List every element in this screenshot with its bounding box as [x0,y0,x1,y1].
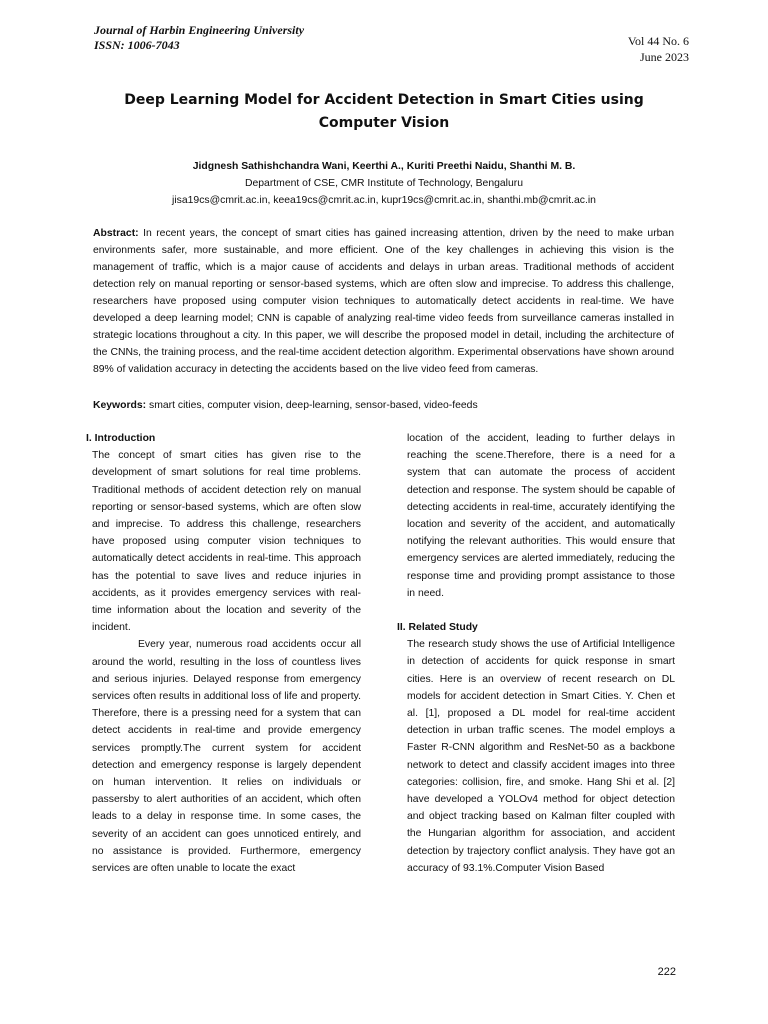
keywords-text: smart cities, computer vision, deep-learning, sensor-based, video-feeds [149,400,478,411]
abstract-label: Abstract: [93,228,139,239]
journal-name: Journal of Harbin Engineering University [94,23,305,37]
volume-number: Vol 44 No. 6 [627,34,689,48]
introduction-heading: I. Introduction [86,433,156,444]
paper-title: Deep Learning Model for Accident Detection in Smart Cities using Computer Vision [124,92,644,131]
introduction-paragraph-1: The concept of smart cities has given rise to the development of smart solutions for real time problems. Traditional methods of accident detection rely on manual reporting or sensor-based systems, which are often slow and imprecise. To address this challenge, researchers have proposed using computer vision techniques to automatically detect accidents in real-time. This approach has the potential to save lives and reduce injuries in accidents, as it provides emergency services with real-time information about the location and severity of the incident. [92,450,361,634]
abstract-text: In recent years, the concept of smart cities has gained increasing attention, driven by the need to make urban environments safer, more sustainable, and more efficient. One of the key challenges in achieving this vision is the management of traffic, which is a major cause of accidents and delays in urban areas. Traditional methods of accident detection rely on manual reporting or sensor-based systems, which are often slow and imprecise. To address this challenge, researchers have proposed using computer vision techniques to automatically detect accidents in real-time. We have developed a deep learning model; CNN is capable of analyzing real-time video feeds from surveillance cameras installed in strategic locations throughout a city. In this paper, we will describe the proposed model in detail, including the architecture of the CNNs, the training process, and the real-time accident detection algorithm. Experimental observations have shown around 89% of validation accuracy in detecting the accidents based on the live video feed from cameras. [93,228,674,375]
right-column [397,430,675,877]
author-names: Jidgnesh Sathishchandra Wani, Keerthi A., Kuriti Preethi Naidu, Shanthi M. B. [192,161,576,172]
issue-date: June 2023 [640,50,689,64]
volume-info [628,33,689,65]
journal-issn: ISSN: 1006-7043 [94,38,180,52]
introduction-paragraph-3: location of the accident, leading to further delays in reaching the scene.Therefore, there is a need for a system that can automate the process of accident detection and response. The system should be capable of detecting accidents in real-time, accurately identifying the location and severity of the accident, and automatically notifying the relevant authorities. This would ensure that emergency services are alerted immediately, reducing the response time and providing prompt assistance to those in need. [407,433,675,599]
related-study-heading: II. Related Study [397,622,478,634]
page-number: 222 [657,966,676,978]
introduction-paragraph-2: Every year, numerous road accidents occur all around the world, resulting in the loss of countless lives and serious injuries. Delayed response from emergency services often results in additional loss of life and property. Therefore, there is a pressing need for a system that can detect accidents in real-time and provide emergency services promptly.The current system for accident detection and emergency response is largely dependent on human intervention. It relies on individuals or passersby to alert authorities of an accident, which often leads to a delay in response time. In some cases, the severity of an accident can goes unnoticed entirely, and no assistance is provided. Furthermore, emergency services are often unable to locate the exact [92,639,361,875]
keywords [93,397,674,414]
author-emails: jisa19cs@cmrit.ac.in, keea19cs@cmrit.ac.in, kupr19cs@cmrit.ac.in, shanthi.mb@cmrit.ac.in [172,195,596,206]
related-study-paragraph-1: The research study shows the use of Artificial Intelligence in detection of accidents for quick response in smart cities. Here is an overview of recent research on DL models for accident detection in Smart Cities. Y. Chen et al. [1], proposed a DL model for real-time accident detection in urban traffic scenes. The model employs a Faster R-CNN algorithm and ResNet-50 as a backbone network to detect and classify accident images into three categories: collision, fire, and smoke. Hang Shi et al. [2] have developed a YOLOv4 method for object detection and object tracking based on Kalman filter coupled with the Hungarian algorithm for association, and accident detection by trajectory conflict analysis. They have got an accuracy of 93.1%.Computer Vision Based [407,639,675,874]
left-column [86,430,361,877]
keywords-label: Keywords: [93,400,147,411]
author-block [92,158,676,209]
abstract [93,225,674,378]
author-affiliation: Department of CSE, CMR Institute of Technology, Bengaluru [245,178,523,189]
journal-header [94,23,304,53]
